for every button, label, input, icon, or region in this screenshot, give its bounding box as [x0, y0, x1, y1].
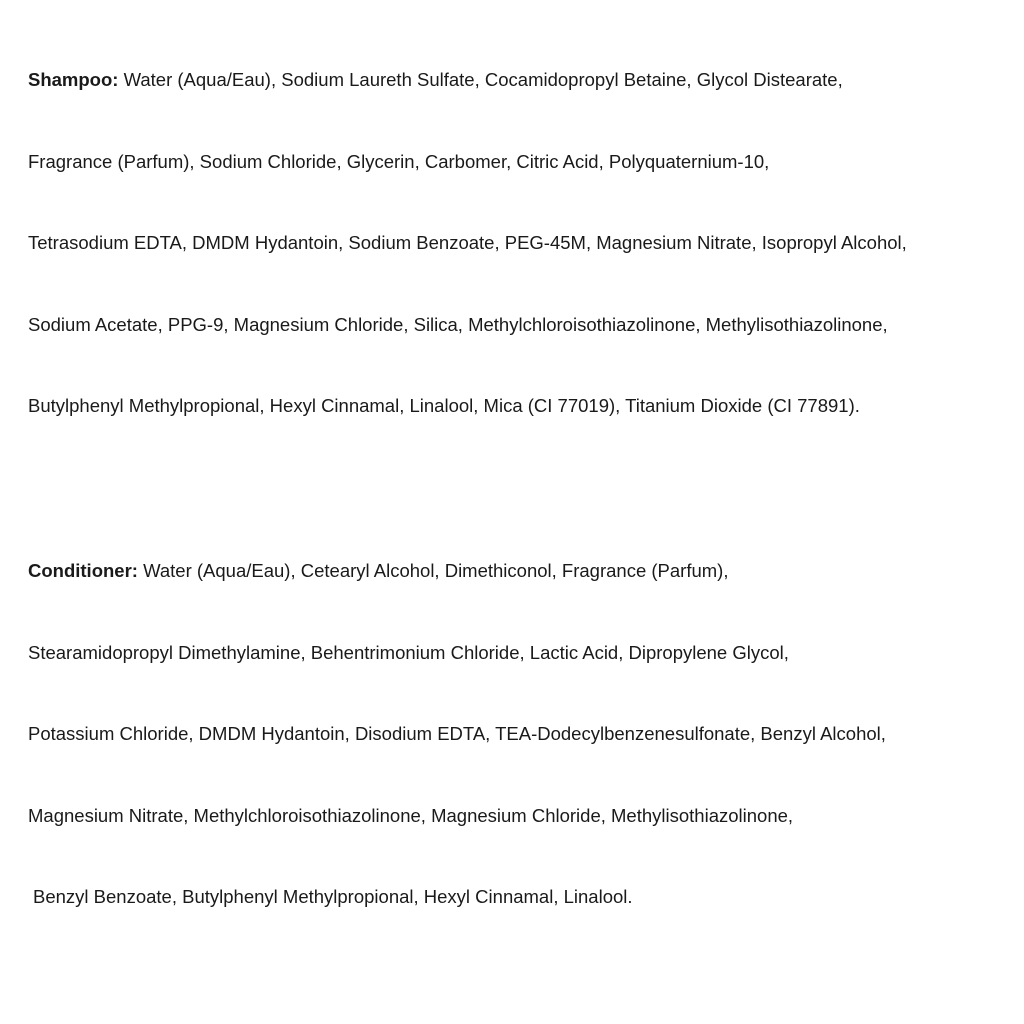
conditioner-line-3: Potassium Chloride, DMDM Hydantoin, Disodium EDTA, TEA-Dodecylbenzenesulfonate, Benzyl Alcohol,: [28, 723, 886, 744]
shampoo-line-3: Tetrasodium EDTA, DMDM Hydantoin, Sodium Benzoate, PEG-45M, Magnesium Nitrate, Isopropyl Alcohol,: [28, 232, 907, 253]
conditioner-line-1: [28, 559, 1018, 583]
shampoo-line-1-text: Water (Aqua/Eau), Sodium Laureth Sulfate, Cocamidopropyl Betaine, Glycol Distearate,: [118, 69, 843, 90]
conditioner-label: Conditioner:: [28, 560, 138, 581]
shampoo-line-4: Sodium Acetate, PPG-9, Magnesium Chloride, Silica, Methylchloroisothiazolinone, Methylisothiazolinone,: [28, 313, 888, 335]
conditioner-line-4: Magnesium Nitrate, Methylchloroisothiazolinone, Magnesium Chloride, Methylisothiazolinone,: [28, 804, 794, 826]
shampoo-label: Shampoo:: [28, 69, 119, 90]
conditioner-line-5: Benzyl Benzoate, Butylphenyl Methylpropional, Hexyl Cinnamal, Linalool.: [33, 886, 633, 907]
conditioner-line-1-text: Water (Aqua/Eau), Cetearyl Alcohol, Dimethiconol, Fragrance (Parfum),: [137, 560, 729, 581]
conditioner-ingredients: [28, 559, 1018, 967]
shampoo-line-2: Fragrance (Parfum), Sodium Chloride, Glycerin, Carbomer, Citric Acid, Polyquaternium-10,: [28, 150, 770, 172]
shampoo-ingredients: [28, 68, 1018, 476]
shampoo-line-1: [28, 68, 1018, 92]
shampoo-line-5: Butylphenyl Methylpropional, Hexyl Cinnamal, Linalool, Mica (CI 77019), Titanium Dioxide (CI 77891).: [28, 395, 860, 416]
conditioner-line-2: Stearamidopropyl Dimethylamine, Behentrimonium Chloride, Lactic Acid, Dipropylene Glycol,: [28, 641, 789, 663]
